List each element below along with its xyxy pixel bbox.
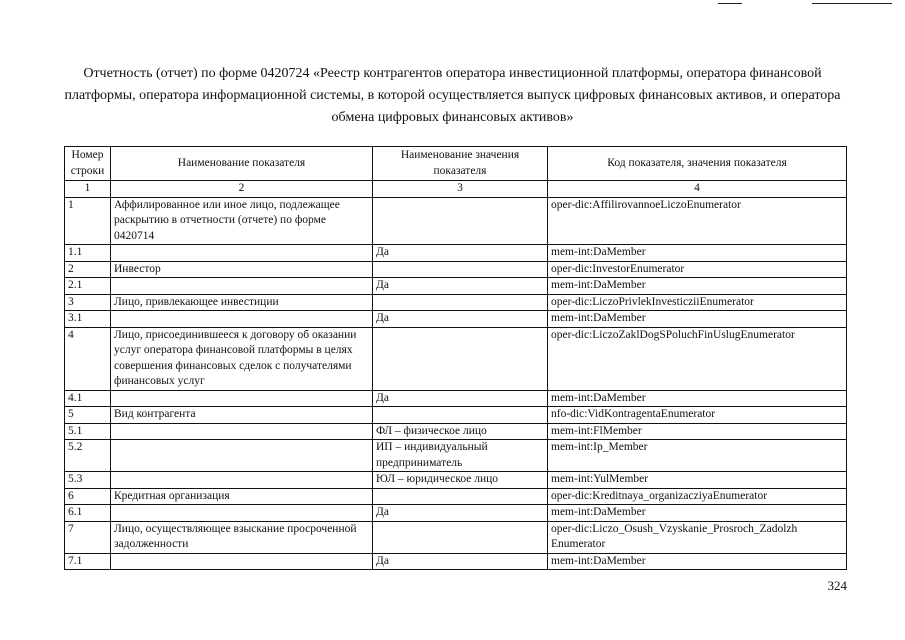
table-row [65, 553, 847, 570]
cell-indicator-name: Кредитная организация [111, 488, 373, 505]
cell-row-number: 7 [65, 521, 111, 553]
cell-row-number: 6.1 [65, 505, 111, 522]
header-row-number: Номер строки [65, 147, 111, 181]
cell-value-name: Да [373, 311, 548, 328]
page-number: 324 [827, 578, 847, 593]
cell-row-number: 4 [65, 327, 111, 390]
cell-code: oper-dic:LiczoPrivlekInvesticziiEnumerator [548, 294, 847, 311]
cell-value-name: Да [373, 390, 548, 407]
table-row [65, 407, 847, 424]
table-row [65, 440, 847, 472]
cell-row-number: 2 [65, 261, 111, 278]
cell-code: mem-int:DaMember [548, 278, 847, 295]
cell-value-name [373, 407, 548, 424]
cell-code: oper-dic:AffilirovannoeLiczoEnumerator [548, 197, 847, 245]
cell-value-name [373, 521, 548, 553]
cell-code: oper-dic:Liczo_Osush_Vzyskanie_Prosroch_Zadolzh Enumerator [548, 521, 847, 553]
table-row [65, 472, 847, 489]
cell-value-name: ИП – индивидуальный предприниматель [373, 440, 548, 472]
cell-indicator-name [111, 505, 373, 522]
cell-code: mem-int:Ip_Member [548, 440, 847, 472]
cell-code: oper-dic:InvestorEnumerator [548, 261, 847, 278]
cell-row-number: 5 [65, 407, 111, 424]
cell-indicator-name [111, 390, 373, 407]
cell-value-name [373, 327, 548, 390]
cell-row-number: 4.1 [65, 390, 111, 407]
cell-code: mem-int:DaMember [548, 390, 847, 407]
cell-code: mem-int:DaMember [548, 311, 847, 328]
table-row [65, 294, 847, 311]
cell-indicator-name [111, 245, 373, 262]
cell-indicator-name [111, 423, 373, 440]
cell-row-number: 2.1 [65, 278, 111, 295]
cell-value-name [373, 197, 548, 245]
cell-value-name [373, 261, 548, 278]
cell-value-name: Да [373, 553, 548, 570]
cell-row-number: 5.1 [65, 423, 111, 440]
header-indicator-name: Наименование показателя [111, 147, 373, 181]
table-body [65, 197, 847, 570]
cell-code: oper-dic:LiczoZaklDogSPoluchFinUslugEnumerator [548, 327, 847, 390]
cell-row-number: 3 [65, 294, 111, 311]
cell-indicator-name [111, 553, 373, 570]
register-table [64, 146, 847, 570]
cell-value-name: ЮЛ – юридическое лицо [373, 472, 548, 489]
cell-row-number: 5.2 [65, 440, 111, 472]
cell-row-number: 7.1 [65, 553, 111, 570]
table-row [65, 278, 847, 295]
cell-indicator-name: Лицо, осуществляющее взыскание просроченной задолженности [111, 521, 373, 553]
scan-mark-left [718, 3, 742, 4]
column-number: 1 [65, 181, 111, 198]
cell-indicator-name: Вид контрагента [111, 407, 373, 424]
cell-code: mem-int:FlMember [548, 423, 847, 440]
cell-indicator-name [111, 278, 373, 295]
table-row [65, 197, 847, 245]
cell-code: mem-int:DaMember [548, 245, 847, 262]
cell-indicator-name [111, 440, 373, 472]
cell-value-name: Да [373, 505, 548, 522]
table-row [65, 327, 847, 390]
cell-value-name [373, 294, 548, 311]
table-row [65, 521, 847, 553]
cell-indicator-name [111, 472, 373, 489]
header-value-name: Наименование значения показателя [373, 147, 548, 181]
document-title: Отчетность (отчет) по форме 0420724 «Реестр контрагентов оператора инвестиционной платформы, оператора финансовой платформы, оператора информационной системы, в которой осуществляется выпуск цифровых финансовых активов, и оператора обмена цифровых финансовых активов» [64, 66, 841, 125]
table-row [65, 390, 847, 407]
cell-indicator-name [111, 311, 373, 328]
table-row [65, 505, 847, 522]
column-number: 3 [373, 181, 548, 198]
cell-code: mem-int:DaMember [548, 505, 847, 522]
cell-code: mem-int:YulMember [548, 472, 847, 489]
cell-row-number: 3.1 [65, 311, 111, 328]
cell-code: nfo-dic:VidKontragentaEnumerator [548, 407, 847, 424]
cell-value-name [373, 488, 548, 505]
cell-indicator-name: Инвестор [111, 261, 373, 278]
column-number: 4 [548, 181, 847, 198]
cell-value-name: Да [373, 245, 548, 262]
cell-row-number: 6 [65, 488, 111, 505]
cell-value-name: ФЛ – физическое лицо [373, 423, 548, 440]
cell-row-number: 5.3 [65, 472, 111, 489]
table-row [65, 261, 847, 278]
cell-code: oper-dic:Kreditnaya_organizacziyaEnumerator [548, 488, 847, 505]
table-row [65, 311, 847, 328]
cell-indicator-name: Аффилированное или иное лицо, подлежащее раскрытию в отчетности (отчете) по форме 0420714 [111, 197, 373, 245]
header-code: Код показателя, значения показателя [548, 147, 847, 181]
cell-indicator-name: Лицо, присоединившееся к договору об оказании услуг оператора финансовой платформы в целях совершения финансовых сделок с получателями финансовых услуг [111, 327, 373, 390]
table-row [65, 488, 847, 505]
cell-code: mem-int:DaMember [548, 553, 847, 570]
cell-row-number: 1.1 [65, 245, 111, 262]
scan-mark-right [812, 3, 892, 4]
column-number: 2 [111, 181, 373, 198]
table-row [65, 423, 847, 440]
cell-indicator-name: Лицо, привлекающее инвестиции [111, 294, 373, 311]
table-row [65, 245, 847, 262]
cell-row-number: 1 [65, 197, 111, 245]
cell-value-name: Да [373, 278, 548, 295]
